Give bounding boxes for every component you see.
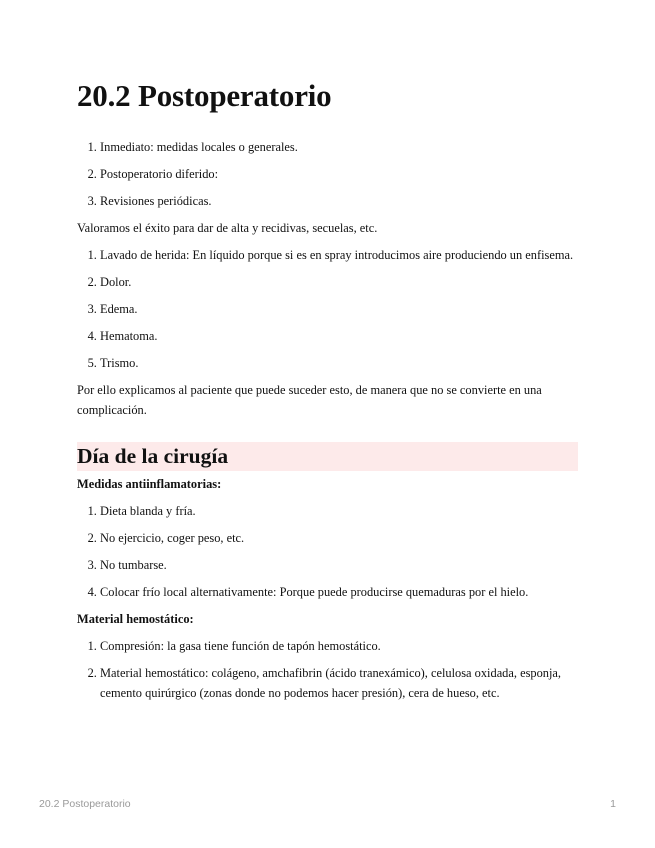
postop-phases-list — [77, 138, 578, 212]
list-item: 2. Dolor. — [100, 273, 578, 293]
list-item: 2. Material hemostático: colágeno, amchafibrin (ácido tranexámico), celulosa oxidada, esponja, cemento quirúrgico (zonas donde no podemos hacer presión), cera de hueso, etc. — [100, 664, 578, 703]
antiinflammatory-list — [77, 502, 578, 603]
list-item: 4. Hematoma. — [100, 327, 578, 347]
list-item: 4. Colocar frío local alternativamente: Porque puede producirse quemaduras por el hielo. — [100, 583, 578, 603]
page-title: 20.2 Postoperatorio — [77, 78, 332, 113]
list-item: 3. Edema. — [100, 300, 578, 320]
list-item: 2. Postoperatorio diferido: — [100, 165, 578, 185]
section-heading: Día de la cirugía — [77, 442, 578, 471]
list-item: 1. Dieta blanda y fría. — [100, 502, 578, 522]
paragraph-explanation: Por ello explicamos al paciente que puede suceder esto, de manera que no se convierte en una complicación. — [77, 383, 542, 417]
document-body — [77, 138, 578, 711]
page-number: 1 — [610, 798, 616, 810]
subheading-antiinflammatory: Medidas antiinflamatorias: — [77, 477, 222, 491]
list-item: 5. Trismo. — [100, 354, 578, 374]
list-item: 3. No tumbarse. — [100, 556, 578, 576]
list-item: 1. Compresión: la gasa tiene función de tapón hemostático. — [100, 637, 578, 657]
subheading-hemostatic: Material hemostático: — [77, 612, 194, 626]
list-item: 1. Lavado de herida: En líquido porque si es en spray introducimos aire produciendo un enfisema. — [100, 246, 578, 266]
footer-title: 20.2 Postoperatorio — [39, 798, 131, 810]
paragraph-evaluation: Valoramos el éxito para dar de alta y recidivas, secuelas, etc. — [77, 221, 378, 235]
list-item: 3. Revisiones periódicas. — [100, 192, 578, 212]
hemostatic-list — [77, 637, 578, 703]
complications-list — [77, 246, 578, 374]
list-item: 1. Inmediato: medidas locales o generales. — [100, 138, 578, 158]
list-item: 2. No ejercicio, coger peso, etc. — [100, 529, 578, 549]
